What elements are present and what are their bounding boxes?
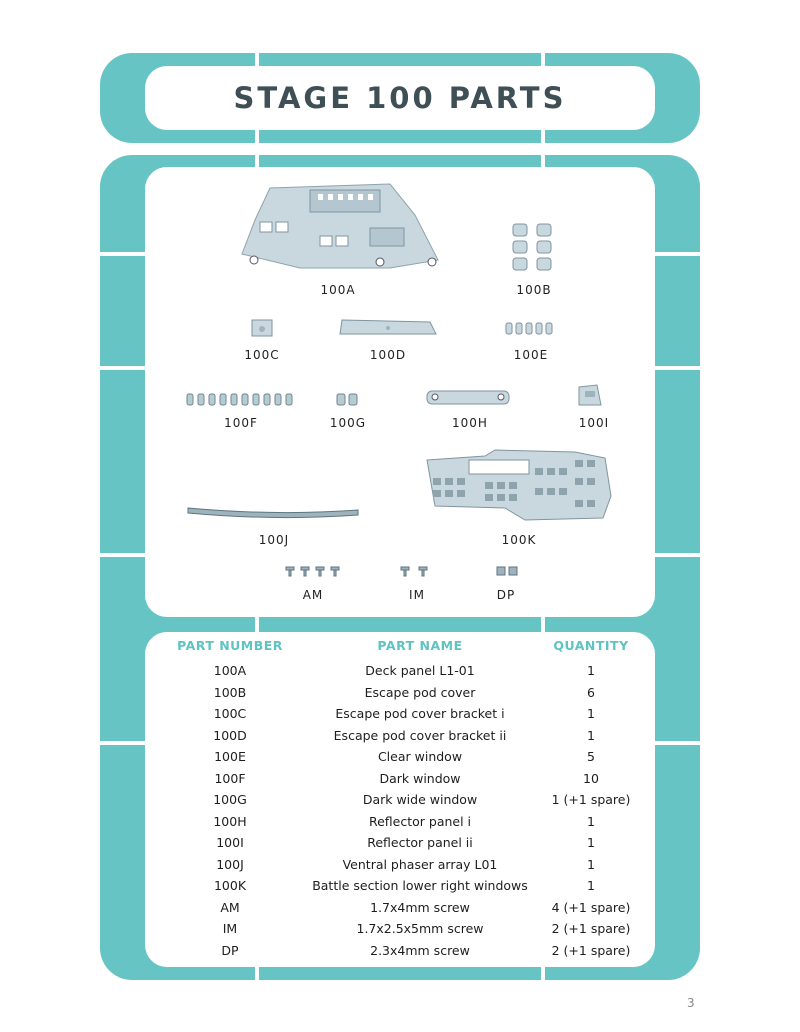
cell-part-name: Battle section lower right windows	[312, 878, 528, 894]
cell-part-name: Clear window	[377, 749, 463, 765]
part-100F-image	[186, 393, 294, 407]
header-quantity: QUANTITY	[553, 638, 629, 653]
table-row	[155, 854, 647, 876]
table-row	[155, 768, 647, 790]
cell-part-number: DP	[221, 942, 239, 958]
part-100D-image	[338, 318, 438, 338]
cell-part-number: 100J	[216, 856, 244, 872]
table-row	[155, 660, 647, 682]
table-row	[155, 746, 647, 768]
table-row	[155, 811, 647, 833]
cell-part-number: 100K	[213, 878, 247, 894]
cell-part-name: 1.7x4mm screw	[370, 899, 470, 915]
part-label: 100J	[258, 533, 290, 547]
cell-part-name: Dark wide window	[362, 792, 478, 808]
cell-part-number: 100H	[213, 813, 247, 829]
cell-part-number: 100E	[214, 749, 246, 765]
part-label: 100H	[452, 416, 488, 430]
cell-part-name: Deck panel L1-01	[365, 663, 475, 679]
cell-quantity: 1	[587, 835, 595, 851]
cell-quantity: 1	[587, 813, 595, 829]
table-row	[155, 789, 647, 811]
part-label: 100I	[578, 416, 610, 430]
table-row	[155, 832, 647, 854]
cell-quantity: 4 (+1 spare)	[551, 899, 631, 915]
cell-quantity: 1 (+1 spare)	[551, 792, 631, 808]
part-IM-image	[400, 566, 432, 578]
cell-quantity: 1	[587, 663, 595, 679]
part-label: 100E	[513, 348, 549, 362]
cell-part-number: 100G	[213, 792, 247, 808]
part-label: AM	[302, 588, 324, 602]
cell-part-name: 1.7x2.5x5mm screw	[356, 921, 484, 937]
part-DP-image	[496, 566, 520, 578]
cell-quantity: 2 (+1 spare)	[551, 942, 631, 958]
cell-part-number: 100I	[216, 835, 244, 851]
table-row	[155, 725, 647, 747]
part-label: 100F	[224, 416, 258, 430]
table-row	[155, 897, 647, 919]
cell-part-number: 100B	[213, 684, 247, 700]
cell-part-number: 100F	[214, 770, 246, 786]
part-100A-image	[240, 180, 445, 272]
cell-part-number: 100C	[213, 706, 247, 722]
cell-part-name: 2.3x4mm screw	[370, 942, 470, 958]
cell-quantity: 1	[587, 856, 595, 872]
part-100E-image	[505, 322, 557, 336]
part-100G-image	[336, 393, 360, 407]
part-label: 100G	[329, 416, 367, 430]
table-header-row	[155, 638, 647, 660]
page-number: 3	[687, 996, 695, 1010]
cell-part-number: 100D	[213, 727, 247, 743]
table-row	[155, 918, 647, 940]
cell-quantity: 5	[587, 749, 595, 765]
cell-part-name: Reflector panel i	[368, 813, 472, 829]
table-row	[155, 875, 647, 897]
part-label: 100K	[501, 533, 537, 547]
table-row	[155, 940, 647, 962]
part-AM-image	[285, 566, 343, 578]
part-100K-image	[425, 448, 615, 524]
part-100B-image	[511, 222, 557, 272]
part-label: IM	[409, 588, 425, 602]
cell-quantity: 1	[587, 878, 595, 894]
table-row	[155, 703, 647, 725]
part-100H-image	[425, 389, 511, 407]
table-row	[155, 682, 647, 704]
part-label: 100A	[320, 283, 356, 297]
cell-quantity: 1	[587, 706, 595, 722]
title-panel	[145, 66, 655, 130]
part-100C-image	[250, 318, 274, 338]
cell-part-name: Escape pod cover bracket i	[335, 706, 505, 722]
cell-part-name: Dark window	[379, 770, 461, 786]
part-label: 100C	[244, 348, 280, 362]
cell-part-name: Ventral phaser array L01	[342, 856, 498, 872]
header-part-name: PART NAME	[377, 638, 463, 653]
cell-quantity: 2 (+1 spare)	[551, 921, 631, 937]
cell-quantity: 10	[583, 770, 599, 786]
cell-part-name: Escape pod cover	[364, 684, 476, 700]
cell-part-name: Reflector panel ii	[367, 835, 473, 851]
parts-table	[155, 638, 647, 961]
cell-part-number: 100A	[213, 663, 247, 679]
page-title: STAGE 100 PARTS	[233, 81, 567, 115]
cell-part-number: IM	[222, 921, 238, 937]
cell-quantity: 1	[587, 727, 595, 743]
header-part-number: PART NUMBER	[177, 638, 283, 653]
cell-part-name: Escape pod cover bracket ii	[333, 727, 507, 743]
cell-part-number: AM	[220, 899, 240, 915]
part-label: 100B	[516, 283, 552, 297]
cell-quantity: 6	[587, 684, 595, 700]
part-100J-image	[186, 502, 362, 522]
part-label: 100D	[369, 348, 407, 362]
part-label: DP	[496, 588, 516, 602]
part-100I-image	[577, 383, 603, 407]
